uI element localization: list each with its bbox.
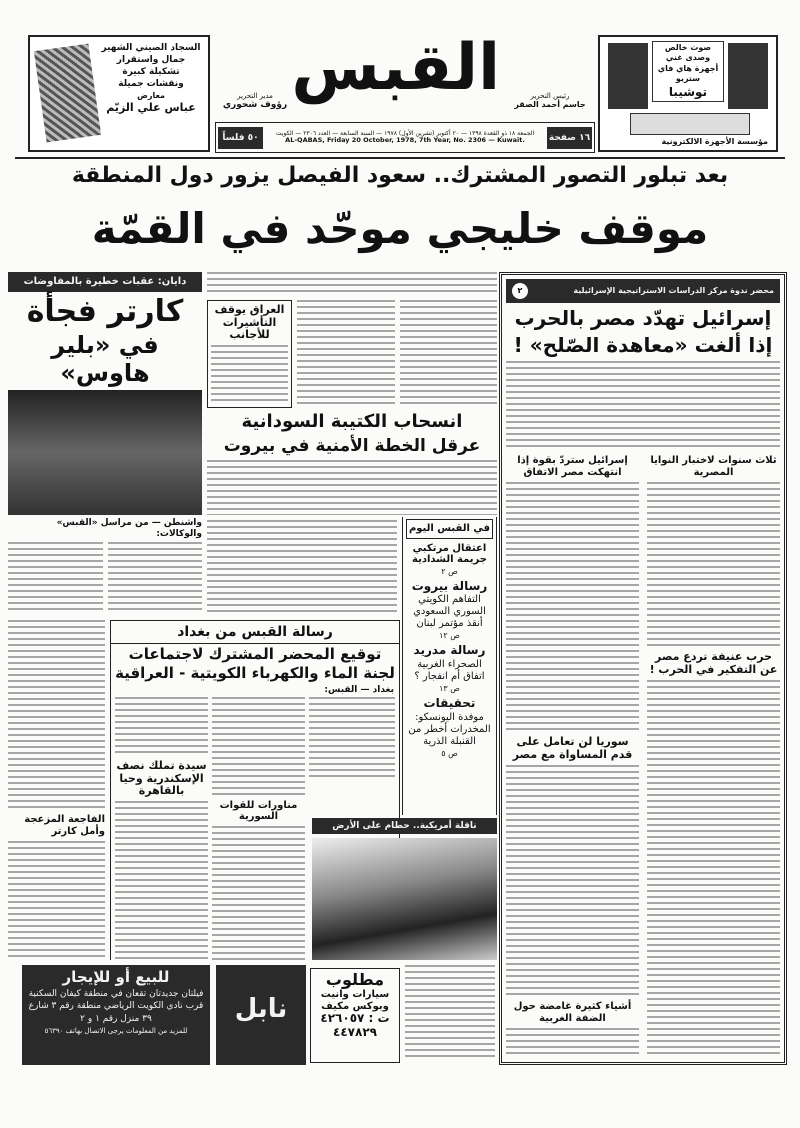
syria-text: [212, 826, 305, 960]
logo: القبس: [291, 31, 500, 105]
carpet-line: تشكيلة كبيرة: [122, 67, 180, 78]
feature-text: [647, 680, 780, 1058]
wanted-phone-2: ٤٤٧٨٢٩: [333, 1025, 377, 1040]
feature-subhead: إسرائيل ستردّ بقوة إذا انتهكت مصر الاتفاق: [517, 455, 628, 478]
baghdad-text: [309, 697, 395, 777]
lead-headline: موقف خليجي موحّد في القمّة: [91, 204, 709, 253]
page-ref: ص ١٢: [439, 631, 460, 641]
today-item[interactable]: رسالة مدريد: [413, 643, 486, 658]
carter-photo: [8, 390, 202, 515]
feature-headline: إسرائيل تهدّد مصر بالحرب: [514, 306, 772, 330]
feature-text: [647, 482, 780, 647]
managing-editor-label: مدير التحرير: [237, 92, 273, 100]
lead-text: [207, 272, 497, 296]
toshiba-dealer: مؤسسة الأجهزة الالكترونية: [661, 137, 768, 146]
feature-banner-text: محضر ندوة مركز الدراسات الاستراتيجية الإسرائيلية: [573, 286, 774, 296]
sale-ad: [22, 965, 210, 1065]
iraq-box: [207, 300, 292, 408]
sale-title: للبيع أو للإيجار: [62, 968, 170, 986]
carpet-line: السجاد الصيني الشهير: [101, 43, 201, 53]
carter-text: [8, 841, 105, 960]
sale-body: فيلتان جديدتان تقعان في منطقة كيفان السكنية قرب نادي الكويت الرياضي منطقة رقم ٣ شارع ٣٩ منزل رقم ١ و ٢: [28, 989, 204, 1024]
wanted-title: مطلوب: [325, 970, 385, 989]
lead-text: [297, 300, 395, 408]
managing-editor: رؤوف شحوري: [222, 100, 288, 110]
speaker-right: [728, 43, 768, 109]
israel-feature: [499, 272, 787, 1065]
nabel-ad: [216, 965, 306, 1065]
baghdad-headline-2: لجنة الماء والكهرباء الكويتية - العراقية: [115, 664, 395, 683]
feature-text: [506, 482, 639, 732]
carter-subhead: الفاجعة المزعجة وأمل كارتر: [24, 814, 105, 837]
wanted-ad: [310, 968, 400, 1063]
page-ref: ص ١٣: [439, 684, 460, 694]
page-ref: ص ٥: [441, 748, 458, 758]
baghdad-text: [115, 697, 208, 757]
middle-top: [207, 272, 497, 515]
nabel-title: نابل: [234, 994, 288, 1024]
tanker-photo: [312, 838, 497, 960]
carpet-line: ونقشات جميلة: [118, 79, 184, 90]
sudan-headline: انسحاب الكتيبة السودانية: [241, 411, 463, 432]
editor-in-chief: جاسم أحمد الصقر: [514, 100, 586, 109]
lead-kicker: بعد تبلور التصور المشترك.. سعود الفيصل يزور دول المنطقة: [71, 163, 729, 188]
sudan-text: [207, 520, 397, 612]
today-item-sub: موفدة اليونسكو: المخدرات أخطر من القنبلة الذرية: [408, 711, 491, 747]
carter-story-continued: [8, 620, 105, 960]
carter-text: [108, 542, 203, 612]
carter-text: [8, 542, 103, 612]
carter-text: [8, 620, 105, 810]
feature-text: [506, 765, 639, 997]
toshiba-brand: توشيبا: [668, 84, 708, 99]
feature-subhead: سوريا لن تعامل على قدم المساواة مع مصر: [512, 735, 633, 761]
editor-in-chief-label: رئيس التحرير: [530, 92, 570, 100]
toshiba-ad: [598, 35, 778, 152]
feature-subhead: ثلاث سنوات لاختبار النوايا المصرية: [650, 455, 777, 478]
carter-headline: كارتر فجأة: [26, 293, 184, 329]
today-item[interactable]: اعتقال مرتكبي جريمة الشدادية: [412, 542, 487, 565]
feature-number: ٢: [512, 283, 528, 299]
divider: [15, 157, 785, 159]
date-arabic: الجمعة ١٨ ذو القعدة ١٣٩٨ — ٢٠ أكتوبر (تشرين الأول) ١٩٧٨ — السنة السابعة — العدد ٢٣٠٦ — الكويت: [275, 130, 535, 138]
carpet-ad-image: [34, 44, 101, 143]
baghdad-text: [212, 697, 305, 797]
pages-badge: ١٦ صفحة: [547, 127, 592, 149]
today-item[interactable]: تحقيقات: [423, 696, 476, 711]
today-title: في القبس اليوم: [406, 519, 493, 539]
caption-text: [405, 965, 495, 1060]
sale-phone: للمزيد من المعلومات يرجى الاتصال بهاتف ٥٦٣٩٠: [44, 1026, 188, 1035]
sudan-text: [207, 460, 497, 515]
today-item-sub: الصحراء الغربية اتفاق أم انفجار ؟: [414, 659, 485, 683]
speaker-left: [608, 43, 648, 109]
today-item[interactable]: رسالة بيروت: [411, 578, 488, 593]
dayan-banner: دايان: عقبات خطيرة بالمفاوضات: [8, 272, 202, 292]
feature-headline-2: إذا ألغت «معاهدة الصّلح» !: [513, 333, 773, 357]
baghdad-dateline: بغداد — القبس:: [324, 684, 394, 695]
feature-text: [506, 1028, 639, 1058]
alex-text: [115, 801, 208, 960]
carter-story: [8, 272, 202, 612]
today-item-sub: التفاهم الكويتي السوري السعودي أنقذ مؤتمر لبنان: [413, 594, 486, 630]
baghdad-headline: توقيع المحضر المشترك لاجتماعات: [128, 645, 382, 664]
today-sidebar: [402, 517, 497, 815]
date-english: AL-QABAS, Friday 20 October, 1978, 7th Year, No. 2306 — Kuwait.: [285, 136, 525, 145]
iraq-text: [211, 345, 288, 404]
sudan-headline-2: عرقل الخطة الأمنية في بيروت: [223, 435, 481, 456]
feature-subhead: أشياء كثيرة غامضة حول الضفة الغربية: [513, 1001, 632, 1024]
photo-caption: ناقلة أمريكية.. حطام على الأرض: [312, 818, 497, 834]
lead-text: [400, 300, 498, 408]
iraq-headline: العراق يوقف التأشيرات للأجانب: [214, 303, 285, 342]
price-badge: ٥٠ فلساً: [218, 127, 263, 149]
toshiba-line: أجهزة هاي فاي ستريو: [657, 63, 719, 84]
date-bar: [215, 122, 595, 153]
toshiba-line: صوت خالص وصدى غني: [664, 43, 712, 63]
page-ref: ص ٢: [441, 566, 458, 576]
feature-subhead: حرب عنيفة تردع مصر عن التفكير في الحرب !: [649, 650, 778, 676]
feature-banner: [506, 279, 780, 303]
wanted-phone-1: ت : ٤٢٦٠٥٧: [320, 1011, 390, 1026]
wanted-body: سيارات وانيت وبوكس مكيف: [320, 989, 390, 1012]
feature-text: [506, 361, 780, 451]
carter-caption: واشنطن — من مراسل «القبس» والوكالات:: [56, 518, 202, 539]
alex-headline: سيدة تملك نصف الإسكندرية وحيا بالقاهرة: [116, 758, 207, 798]
carpet-line: جمال واستقرار: [116, 55, 186, 66]
turntable-image: [630, 113, 750, 135]
carpet-line: معارض: [137, 90, 165, 100]
carter-headline-2: في «بلير هاوس»: [51, 331, 159, 387]
carpet-ad: [28, 35, 210, 152]
syria-headline: مناورات للقوات السورية: [219, 799, 298, 823]
carpet-line: عباس علي الزيّم: [106, 101, 196, 115]
baghdad-banner: رسالة القبس من بغداد: [111, 621, 399, 644]
